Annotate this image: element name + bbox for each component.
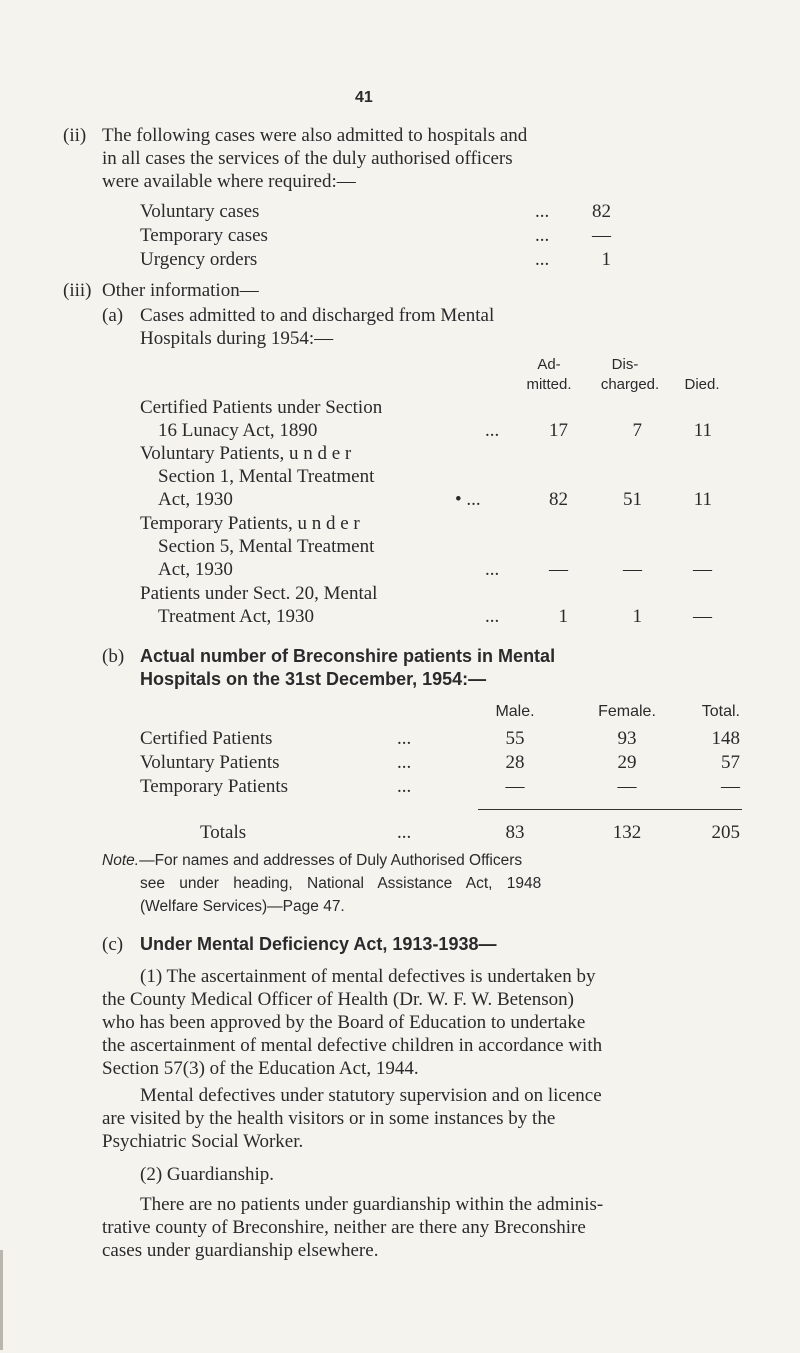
- subsection-a-label: (a): [102, 305, 124, 326]
- paragraph-line: who has been approved by the Board of Education to undertake: [102, 1012, 586, 1033]
- admission-count: 82: [592, 201, 611, 222]
- note-line: [102, 850, 522, 872]
- binding-edge-mark: [0, 1250, 3, 1350]
- died-value: 11: [693, 489, 712, 510]
- paragraph-line: cases under guardianship elsewhere.: [102, 1240, 379, 1261]
- patient-type-label: Certified Patients: [140, 728, 273, 749]
- discharged-value: 7: [632, 420, 642, 441]
- admission-type-label: Temporary cases: [140, 225, 268, 246]
- discharged-value: 51: [623, 489, 642, 510]
- admitted-value: 17: [549, 420, 568, 441]
- male-total: 83: [505, 822, 525, 843]
- paragraph-line: (1) The ascertainment of mental defectives is undertaken by: [140, 966, 596, 987]
- section-ii-label: (ii): [63, 125, 87, 146]
- note-line: (Welfare Services)—Page 47.: [140, 898, 345, 915]
- discharged-value: 1: [632, 606, 642, 627]
- column-header-male: Male.: [495, 703, 535, 720]
- total-count: —: [721, 776, 740, 797]
- discharged-value: —: [623, 559, 642, 580]
- dots: ...: [397, 776, 412, 797]
- patient-category: Patients under Sect. 20, Mental: [140, 583, 378, 604]
- died-value: —: [693, 606, 712, 627]
- patient-type-label: Voluntary Patients: [140, 752, 280, 773]
- admitted-value: —: [549, 559, 568, 580]
- paragraph-line: trative county of Breconshire, neither are there any Breconshire: [102, 1217, 586, 1238]
- dots: ...: [397, 822, 412, 843]
- dots: ...: [485, 559, 500, 580]
- subsection-c-title: Under Mental Deficiency Act, 1913-1938—: [140, 934, 497, 954]
- male-count: —: [505, 776, 525, 797]
- column-header-admitted: mitted.: [526, 376, 572, 393]
- column-header-admitted: Ad-: [537, 356, 561, 373]
- dots: ...: [397, 728, 412, 749]
- dots: • ...: [455, 489, 481, 510]
- dots: ...: [535, 249, 550, 270]
- patient-category: Act, 1930: [158, 489, 233, 510]
- female-count: 93: [617, 728, 637, 749]
- section-iii-label: (iii): [63, 280, 92, 301]
- patient-type-label: Temporary Patients: [140, 776, 288, 797]
- subsection-a-line: Hospitals during 1954:—: [140, 328, 334, 349]
- patient-category: Voluntary Patients, u n d e r: [140, 443, 352, 464]
- page-number: 41: [355, 89, 373, 106]
- section-ii-line: in all cases the services of the duly authorised officers: [102, 148, 513, 169]
- subsection-c-label: (c): [102, 934, 124, 955]
- dots: ...: [535, 201, 550, 222]
- admission-count: —: [592, 225, 611, 246]
- note-label: Note.: [102, 852, 140, 869]
- grand-total: 205: [711, 822, 740, 843]
- subsection-b-label: (b): [102, 646, 125, 667]
- dots: ...: [485, 606, 500, 627]
- total-count: 148: [711, 728, 740, 749]
- died-value: 11: [693, 420, 712, 441]
- subsection-a-line: Cases admitted to and discharged from Mental: [140, 305, 495, 326]
- section-ii-line: The following cases were also admitted to hospitals and: [102, 125, 528, 146]
- female-count: 29: [617, 752, 637, 773]
- patient-category: Temporary Patients, u n d e r: [140, 513, 360, 534]
- dots: ...: [397, 752, 412, 773]
- dots: ...: [535, 225, 550, 246]
- female-count: —: [617, 776, 637, 797]
- patient-category: 16 Lunacy Act, 1890: [158, 420, 318, 441]
- paragraph-line: are visited by the health visitors or in some instances by the: [102, 1108, 556, 1129]
- paragraph-line: Psychiatric Social Worker.: [102, 1131, 304, 1152]
- column-header-female: Female.: [598, 703, 656, 720]
- patient-category: Treatment Act, 1930: [158, 606, 315, 627]
- column-header-discharged: charged.: [600, 376, 660, 393]
- admitted-value: 82: [549, 489, 568, 510]
- patient-category: Act, 1930: [158, 559, 233, 580]
- patient-category: Section 1, Mental Treatment: [158, 466, 375, 487]
- section-iii-title: Other information—: [102, 280, 259, 301]
- admission-count: 1: [601, 249, 611, 270]
- male-count: 55: [505, 728, 525, 749]
- totals-label: Totals: [200, 822, 247, 843]
- column-header-total: Total.: [701, 703, 740, 720]
- patient-category: Certified Patients under Section: [140, 397, 383, 418]
- patient-category: Section 5, Mental Treatment: [158, 536, 375, 557]
- section-ii-line: were available where required:—: [102, 171, 356, 192]
- dots: ...: [485, 420, 500, 441]
- admission-type-label: Voluntary cases: [140, 201, 260, 222]
- subsection-b-title: Hospitals on the 31st December, 1954:—: [140, 669, 487, 689]
- note-line: see under heading, National Assistance Act, 1948: [140, 875, 542, 892]
- note-text: —For names and addresses of Duly Authorised Officers: [139, 852, 523, 869]
- paragraph-line: There are no patients under guardianship within the adminis-: [140, 1194, 604, 1215]
- column-header-discharged: Dis-: [611, 356, 639, 373]
- admitted-value: 1: [558, 606, 568, 627]
- paragraph-line: Mental defectives under statutory supervision and on licence: [140, 1085, 602, 1106]
- paragraph-line: the ascertainment of mental defective children in accordance with: [102, 1035, 603, 1056]
- died-value: —: [693, 559, 712, 580]
- admission-type-label: Urgency orders: [140, 249, 258, 270]
- female-total: 132: [612, 822, 642, 843]
- subsection-b-title: Actual number of Breconshire patients in Mental: [140, 646, 556, 666]
- total-count: 57: [721, 752, 740, 773]
- subsection-heading: (2) Guardianship.: [140, 1164, 275, 1185]
- male-count: 28: [505, 752, 525, 773]
- column-header-died: Died.: [684, 376, 720, 393]
- paragraph-line: the County Medical Officer of Health (Dr. W. F. W. Betenson): [102, 989, 574, 1010]
- paragraph-line: Section 57(3) of the Education Act, 1944.: [102, 1058, 419, 1079]
- totals-rule: [478, 809, 742, 810]
